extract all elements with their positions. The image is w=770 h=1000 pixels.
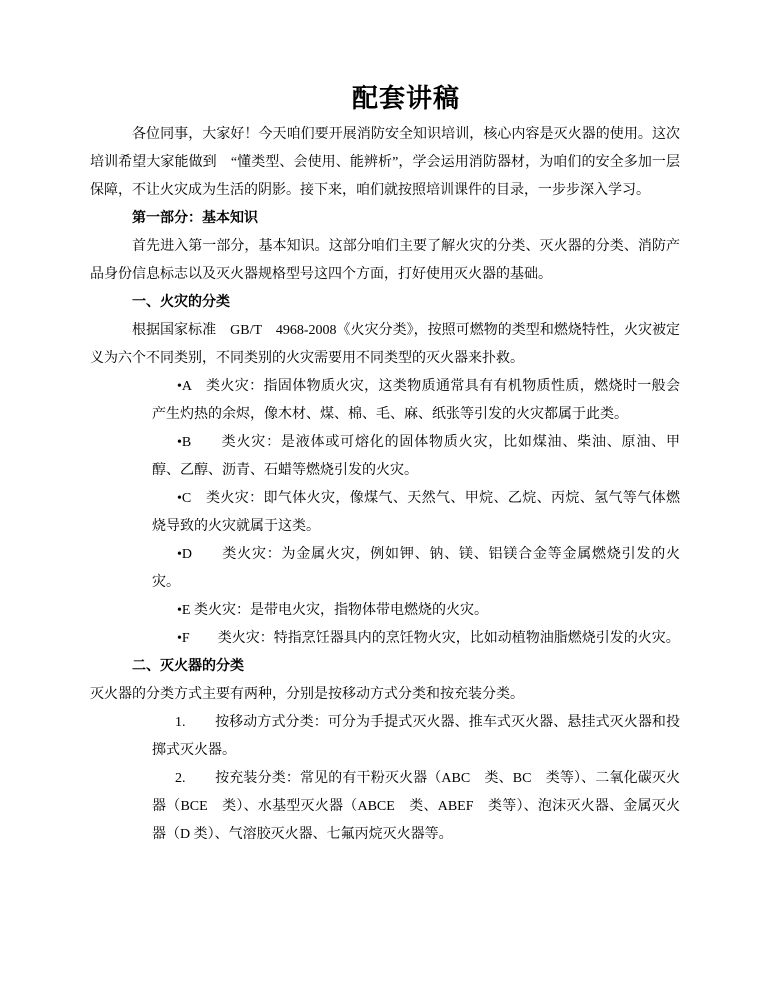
extinguisher-list-item-2 (152, 765, 680, 849)
bullet-dot-icon: • (177, 603, 182, 618)
extinguisher-classification-heading: 二、灭火器的分类 (132, 659, 244, 674)
extinguisher-classification-intro-paragraph: 灭火器的分类方式主要有两种，分别是按移动方式分类和按充装分类。 (90, 687, 524, 702)
list-item-number: 1. (175, 715, 186, 730)
fire-class-d-text: D 类火灾：为金属火灾，例如钾、钠、镁、铝镁合金等金属燃烧引发的火灾。 (152, 547, 680, 590)
fire-class-b-bullet (152, 429, 680, 485)
fire-class-c-bullet (152, 485, 680, 541)
fire-class-e-bullet (152, 597, 680, 625)
list-item-text: 按移动方式分类：可分为手提式灭火器、推车式灭火器、悬挂式灭火器和投掷式灭火器。 (152, 715, 680, 758)
fire-classification-heading: 一、火灾的分类 (132, 295, 230, 310)
intro-paragraph: 各位同事，大家好！今天咱们要开展消防安全知识培训，核心内容是灭火器的使用。这次培训希望大家能做到 “懂类型、会使用、能辨析”，学会运用消防器材，为咱们的安全多加一层保障，不让火灾成为生活的阴影。接下来，咱们就按照培训课件的目录，一步步深入学习。 (90, 127, 680, 198)
fire-class-e-text: E 类火灾：是带电火灾，指物体带电燃烧的火灾。 (181, 603, 488, 618)
fire-class-c-text: C 类火灾：即气体火灾，像煤气、天然气、甲烷、乙烷、丙烷、氢气等气体燃烧导致的火灾就属于这类。 (152, 491, 680, 534)
fire-class-b-text: B 类火灾：是液体或可熔化的固体物质火灾，比如煤油、柴油、原油、甲醇、乙醇、沥青、石蜡等燃烧引发的火灾。 (152, 435, 680, 478)
fire-class-f-text: F 类火灾：特指烹饪器具内的烹饪物火灾，比如动植物油脂燃烧引发的火灾。 (181, 631, 680, 646)
bullet-dot-icon: • (177, 491, 182, 506)
part1-heading: 第一部分：基本知识 (132, 211, 258, 226)
bullet-dot-icon: • (177, 379, 182, 394)
document-title: 配套讲稿 (351, 84, 460, 113)
part1-intro-paragraph: 首先进入第一部分，基本知识。这部分咱们主要了解火灾的分类、灭火器的分类、消防产品身份信息标志以及灭火器规格型号这四个方面，打好使用灭火器的基础。 (90, 239, 680, 282)
bullet-dot-icon: • (177, 631, 182, 646)
list-item-number: 2. (175, 771, 186, 786)
bullet-dot-icon: • (177, 435, 182, 450)
fire-class-d-bullet (152, 541, 680, 597)
bullet-dot-icon: • (177, 547, 182, 562)
list-item-text: 按充装分类：常见的有干粉灭火器（ABC 类、BC 类等）、二氧化碳灭火器（BCE 类）、水基型灭火器（ABCE 类、ABEF 类等）、泡沫灭火器、金属灭火器（D 类）、气溶胶灭火器、七氟丙烷灭火器等。 (152, 771, 680, 842)
fire-class-a-bullet (152, 373, 680, 429)
fire-class-f-bullet (152, 625, 680, 653)
fire-class-a-text: A 类火灾：指固体物质火灾，这类物质通常具有有机物质性质，燃烧时一般会产生灼热的余烬，像木材、煤、棉、毛、麻、纸张等引发的火灾都属于此类。 (152, 379, 680, 422)
extinguisher-list-item-1 (152, 709, 680, 765)
fire-classification-intro-paragraph: 根据国家标准 GB/T 4968-2008《火灾分类》，按照可燃物的类型和燃烧特性，火灾被定义为六个不同类别，不同类别的火灾需要用不同类型的灭火器来扑救。 (90, 323, 680, 366)
